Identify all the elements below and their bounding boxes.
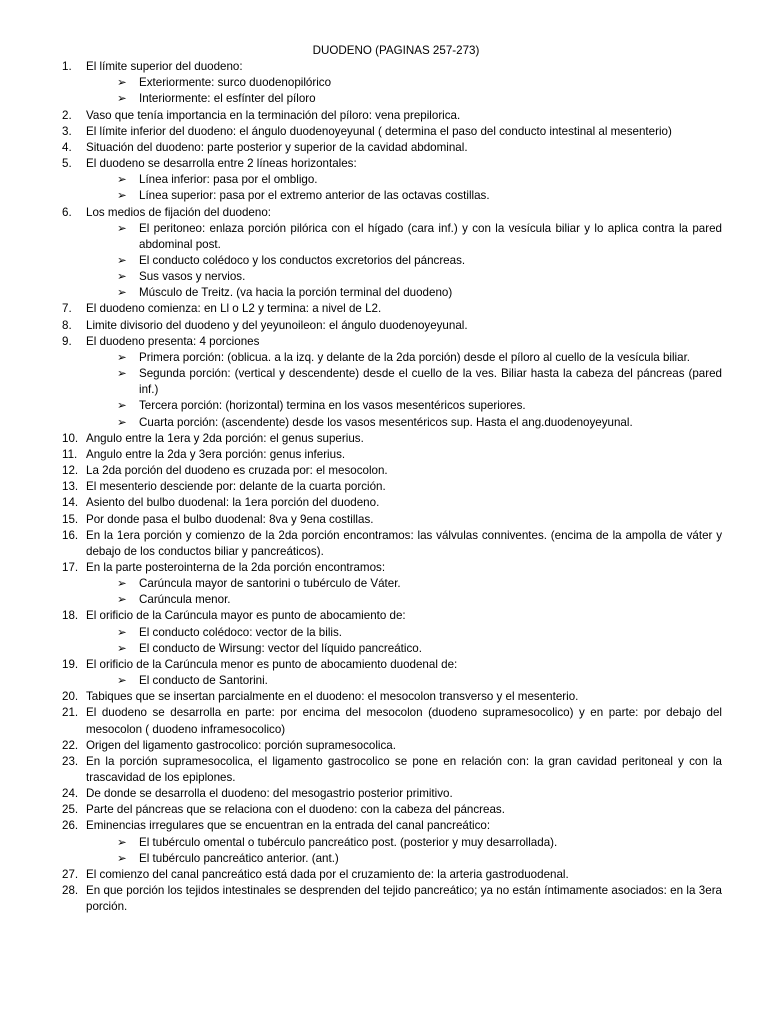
sub-bullet-text: Músculo de Treitz. (va hacia la porción terminal del duodeno)	[139, 286, 453, 300]
sub-bullet-text: El conducto de Wirsung: vector del líquido pancreático.	[139, 641, 422, 655]
list-item	[62, 205, 722, 221]
sub-bullet-text: El conducto colédoco y los conductos excretorios del páncreas.	[139, 254, 466, 268]
list-item-number: 6.	[62, 205, 72, 219]
arrow-bullet-icon: ➢	[117, 76, 127, 90]
list-item-text: El duodeno presenta: 4 porciones	[86, 334, 260, 348]
list-item-text: Angulo entre la 2da y 3era porción: genus inferius.	[86, 447, 346, 461]
sub-bullet-item	[62, 592, 722, 608]
list-item	[62, 447, 722, 463]
arrow-bullet-icon: ➢	[117, 270, 127, 284]
list-item-text: De donde se desarrolla el duodeno: del mesogastrio posterior primitivo.	[86, 787, 453, 801]
arrow-bullet-icon: ➢	[117, 851, 127, 865]
sub-bullet-text: Interiormente: el esfínter del píloro	[139, 92, 316, 106]
list-item-number: 14.	[62, 496, 79, 510]
list-item-text: La 2da porción del duodeno es cruzada por: el mesocolon.	[86, 464, 388, 478]
sub-bullet-text: Primera porción: (oblicua. a la izq. y delante de la 2da porción) desde el píloro al cuello de la vesícula biliar.	[139, 350, 691, 364]
list-item	[62, 108, 722, 124]
list-item-number: 17.	[62, 560, 79, 574]
list-item	[62, 431, 722, 447]
list-item-text: En la porción supramesocolica, el ligamento gastrocolico se pone en relación con: la gran cavidad peritoneal y con la trascavidad de los epiplones.	[86, 754, 722, 785]
list-item-number: 23.	[62, 754, 79, 768]
list-item-text: El duodeno se desarrolla en parte: por encima del mesocolon (duodeno supramesocolico) y en parte: por debajo del mesocolon ( duodeno inframesocolico)	[86, 706, 722, 736]
list-item	[62, 495, 722, 511]
arrow-bullet-icon: ➢	[117, 367, 127, 381]
list-item	[62, 318, 722, 334]
list-item	[62, 156, 722, 172]
list-item	[62, 124, 722, 140]
arrow-bullet-icon: ➢	[117, 415, 127, 429]
list-item-number: 1.	[62, 60, 72, 74]
list-item	[62, 867, 722, 883]
arrow-bullet-icon: ➢	[117, 350, 127, 364]
arrow-bullet-icon: ➢	[117, 173, 127, 187]
sub-bullet-text: Exteriormente: surco duodenopilórico	[139, 76, 332, 90]
sub-bullet-text: El tubérculo pancreático anterior. (ant.)	[139, 851, 339, 865]
list-item-number: 27.	[62, 867, 79, 881]
list-item	[62, 301, 722, 317]
sub-bullet-item	[62, 366, 722, 398]
list-item	[62, 657, 722, 673]
arrow-bullet-icon: ➢	[117, 625, 127, 639]
list-item-text: El límite inferior del duodeno: el ángulo duodenoyeyunal ( determina el paso del conducto intestinal al mesenterio)	[86, 124, 672, 138]
list-item-text: Tabiques que se insertan parcialmente en el duodeno: el mesocolon transverso y el mesenterio.	[86, 690, 579, 704]
list-item	[62, 802, 722, 818]
list-item-number: 13.	[62, 480, 79, 494]
arrow-bullet-icon: ➢	[117, 577, 127, 591]
list-item	[62, 689, 722, 705]
numbered-list	[62, 59, 722, 915]
list-item-number: 5.	[62, 157, 72, 171]
list-item-number: 22.	[62, 738, 79, 752]
list-item-text: El mesenterio desciende por: delante de la cuarta porción.	[86, 480, 386, 494]
list-item-text: Angulo entre la 1era y 2da porción: el genus superius.	[86, 431, 364, 445]
sub-bullet-item	[62, 269, 722, 285]
list-item-text: En que porción los tejidos intestinales se desprenden del tejido pancreático; ya no están íntimamente asociados: en la 3era porción.	[86, 884, 722, 914]
arrow-bullet-icon: ➢	[117, 92, 127, 106]
sub-bullet-item	[62, 221, 722, 253]
arrow-bullet-icon: ➢	[117, 286, 127, 300]
arrow-bullet-icon: ➢	[117, 674, 127, 688]
list-item	[62, 560, 722, 576]
sub-bullet-text: Segunda porción: (vertical y descendente) desde el cuello de la ves. Biliar hasta la cabeza del páncreas (pared inf.)	[139, 367, 722, 397]
sub-bullet-item	[62, 91, 722, 107]
sub-bullet-text: El conducto colédoco: vector de la bilis.	[139, 625, 343, 639]
list-item-text: Limite divisorio del duodeno y del yeyunoileon: el ángulo duodenoyeyunal.	[86, 318, 468, 332]
arrow-bullet-icon: ➢	[117, 189, 127, 203]
list-item	[62, 883, 722, 915]
list-item-number: 3.	[62, 124, 72, 138]
list-item	[62, 608, 722, 624]
list-item	[62, 140, 722, 156]
list-item-text: El límite superior del duodeno:	[86, 60, 243, 74]
list-item-text: Vaso que tenía importancia en la terminación del píloro: vena prepilorica.	[86, 108, 461, 122]
list-item-number: 26.	[62, 819, 79, 833]
sub-bullet-item	[62, 75, 722, 91]
list-item	[62, 512, 722, 528]
list-item	[62, 528, 722, 560]
arrow-bullet-icon: ➢	[117, 835, 127, 849]
document-title: DUODENO (PAGINAS 257-273)	[312, 44, 480, 57]
list-item	[62, 738, 722, 754]
list-item-number: 12.	[62, 464, 79, 478]
list-item-number: 7.	[62, 302, 72, 316]
sub-bullet-item	[62, 415, 722, 431]
sub-bullet-text: El peritoneo: enlaza porción pilórica con el hígado (cara inf.) y con la vesícula biliar y lo aplica contra la pared abdominal post.	[139, 221, 722, 251]
list-item-number: 21.	[62, 706, 79, 720]
list-item-text: En la parte posterointerna de la 2da porción encontramos:	[86, 560, 386, 574]
list-item-number: 9.	[62, 334, 72, 348]
arrow-bullet-icon: ➢	[117, 641, 127, 655]
sub-bullet-text: Línea superior: pasa por el extremo anterior de las octavas costillas.	[139, 189, 490, 203]
sub-bullet-text: Sus vasos y nervios.	[139, 270, 246, 284]
list-item-text: El duodeno se desarrolla entre 2 líneas horizontales:	[86, 157, 357, 171]
sub-bullet-item	[62, 625, 722, 641]
sub-bullet-item	[62, 673, 722, 689]
list-item-number: 11.	[62, 447, 78, 461]
sub-bullet-item	[62, 350, 722, 366]
arrow-bullet-icon: ➢	[117, 254, 127, 268]
list-item	[62, 705, 722, 737]
list-item-number: 24.	[62, 787, 79, 801]
list-item-number: 18.	[62, 609, 79, 623]
list-item-number: 8.	[62, 318, 72, 332]
sub-bullet-item	[62, 253, 722, 269]
list-item-number: 10.	[62, 431, 79, 445]
arrow-bullet-icon: ➢	[117, 221, 127, 235]
list-item	[62, 334, 722, 350]
list-item-number: 2.	[62, 108, 72, 122]
list-item-number: 20.	[62, 690, 79, 704]
list-item-text: El comienzo del canal pancreático está dada por el cruzamiento de: la arteria gastroduodenal.	[86, 867, 569, 881]
list-item-text: El orificio de la Carúncula menor es punto de abocamiento duodenal de:	[86, 657, 458, 671]
list-item	[62, 59, 722, 75]
list-item-number: 16.	[62, 528, 79, 542]
list-item-number: 15.	[62, 512, 79, 526]
list-item-text: El orificio de la Carúncula mayor es punto de abocamiento de:	[86, 609, 406, 623]
sub-bullet-item	[62, 398, 722, 414]
list-item-text: Los medios de fijación del duodeno:	[86, 205, 271, 219]
sub-bullet-text: Cuarta porción: (ascendente) desde los vasos mesentéricos sup. Hasta el ang.duodenoyeyunal.	[139, 415, 633, 429]
list-item-number: 19.	[62, 657, 79, 671]
sub-bullet-item	[62, 188, 722, 204]
list-item-number: 28.	[62, 884, 79, 898]
arrow-bullet-icon: ➢	[117, 593, 127, 607]
list-item	[62, 479, 722, 495]
list-item-text: Parte del páncreas que se relaciona con el duodeno: con la cabeza del páncreas.	[86, 803, 505, 817]
sub-bullet-text: Carúncula mayor de santorini o tubérculo de Váter.	[139, 577, 401, 591]
list-item	[62, 818, 722, 834]
list-item-text: Por donde pasa el bulbo duodenal: 8va y 9ena costillas.	[86, 512, 374, 526]
sub-bullet-item	[62, 576, 722, 592]
list-item	[62, 463, 722, 479]
list-item-text: Situación del duodeno: parte posterior y superior de la cavidad abdominal.	[86, 140, 468, 154]
list-item	[62, 786, 722, 802]
sub-bullet-item	[62, 851, 722, 867]
sub-bullet-text: El conducto de Santorini.	[139, 674, 268, 688]
sub-bullet-text: Línea inferior: pasa por el ombligo.	[139, 173, 318, 187]
list-item-number: 25.	[62, 803, 79, 817]
list-item-text: Eminencias irregulares que se encuentran en la entrada del canal pancreático:	[86, 819, 491, 833]
sub-bullet-item	[62, 641, 722, 657]
sub-bullet-text: Tercera porción: (horizontal) termina en los vasos mesentéricos superiores.	[139, 399, 526, 413]
sub-bullet-item	[62, 835, 722, 851]
list-item-number: 4.	[62, 140, 72, 154]
sub-bullet-item	[62, 172, 722, 188]
list-item-text: Asiento del bulbo duodenal: la 1era porción del duodeno.	[86, 496, 380, 510]
sub-bullet-text: El tubérculo omental o tubérculo pancreático post. (posterior y muy desarrollada).	[139, 835, 558, 849]
sub-bullet-text: Carúncula menor.	[139, 593, 231, 607]
list-item-text: El duodeno comienza: en Ll o L2 y termina: a nivel de L2.	[86, 302, 382, 316]
sub-bullet-item	[62, 285, 722, 301]
list-item-text: Origen del ligamento gastrocolico: porción supramesocolica.	[86, 738, 396, 752]
arrow-bullet-icon: ➢	[117, 399, 127, 413]
list-item-text: En la 1era porción y comienzo de la 2da porción encontramos: las válvulas conniventes. (encima de la ampolla de váter y debajo de los conductos biliar y pancreáticos).	[86, 528, 722, 558]
list-item	[62, 754, 722, 786]
